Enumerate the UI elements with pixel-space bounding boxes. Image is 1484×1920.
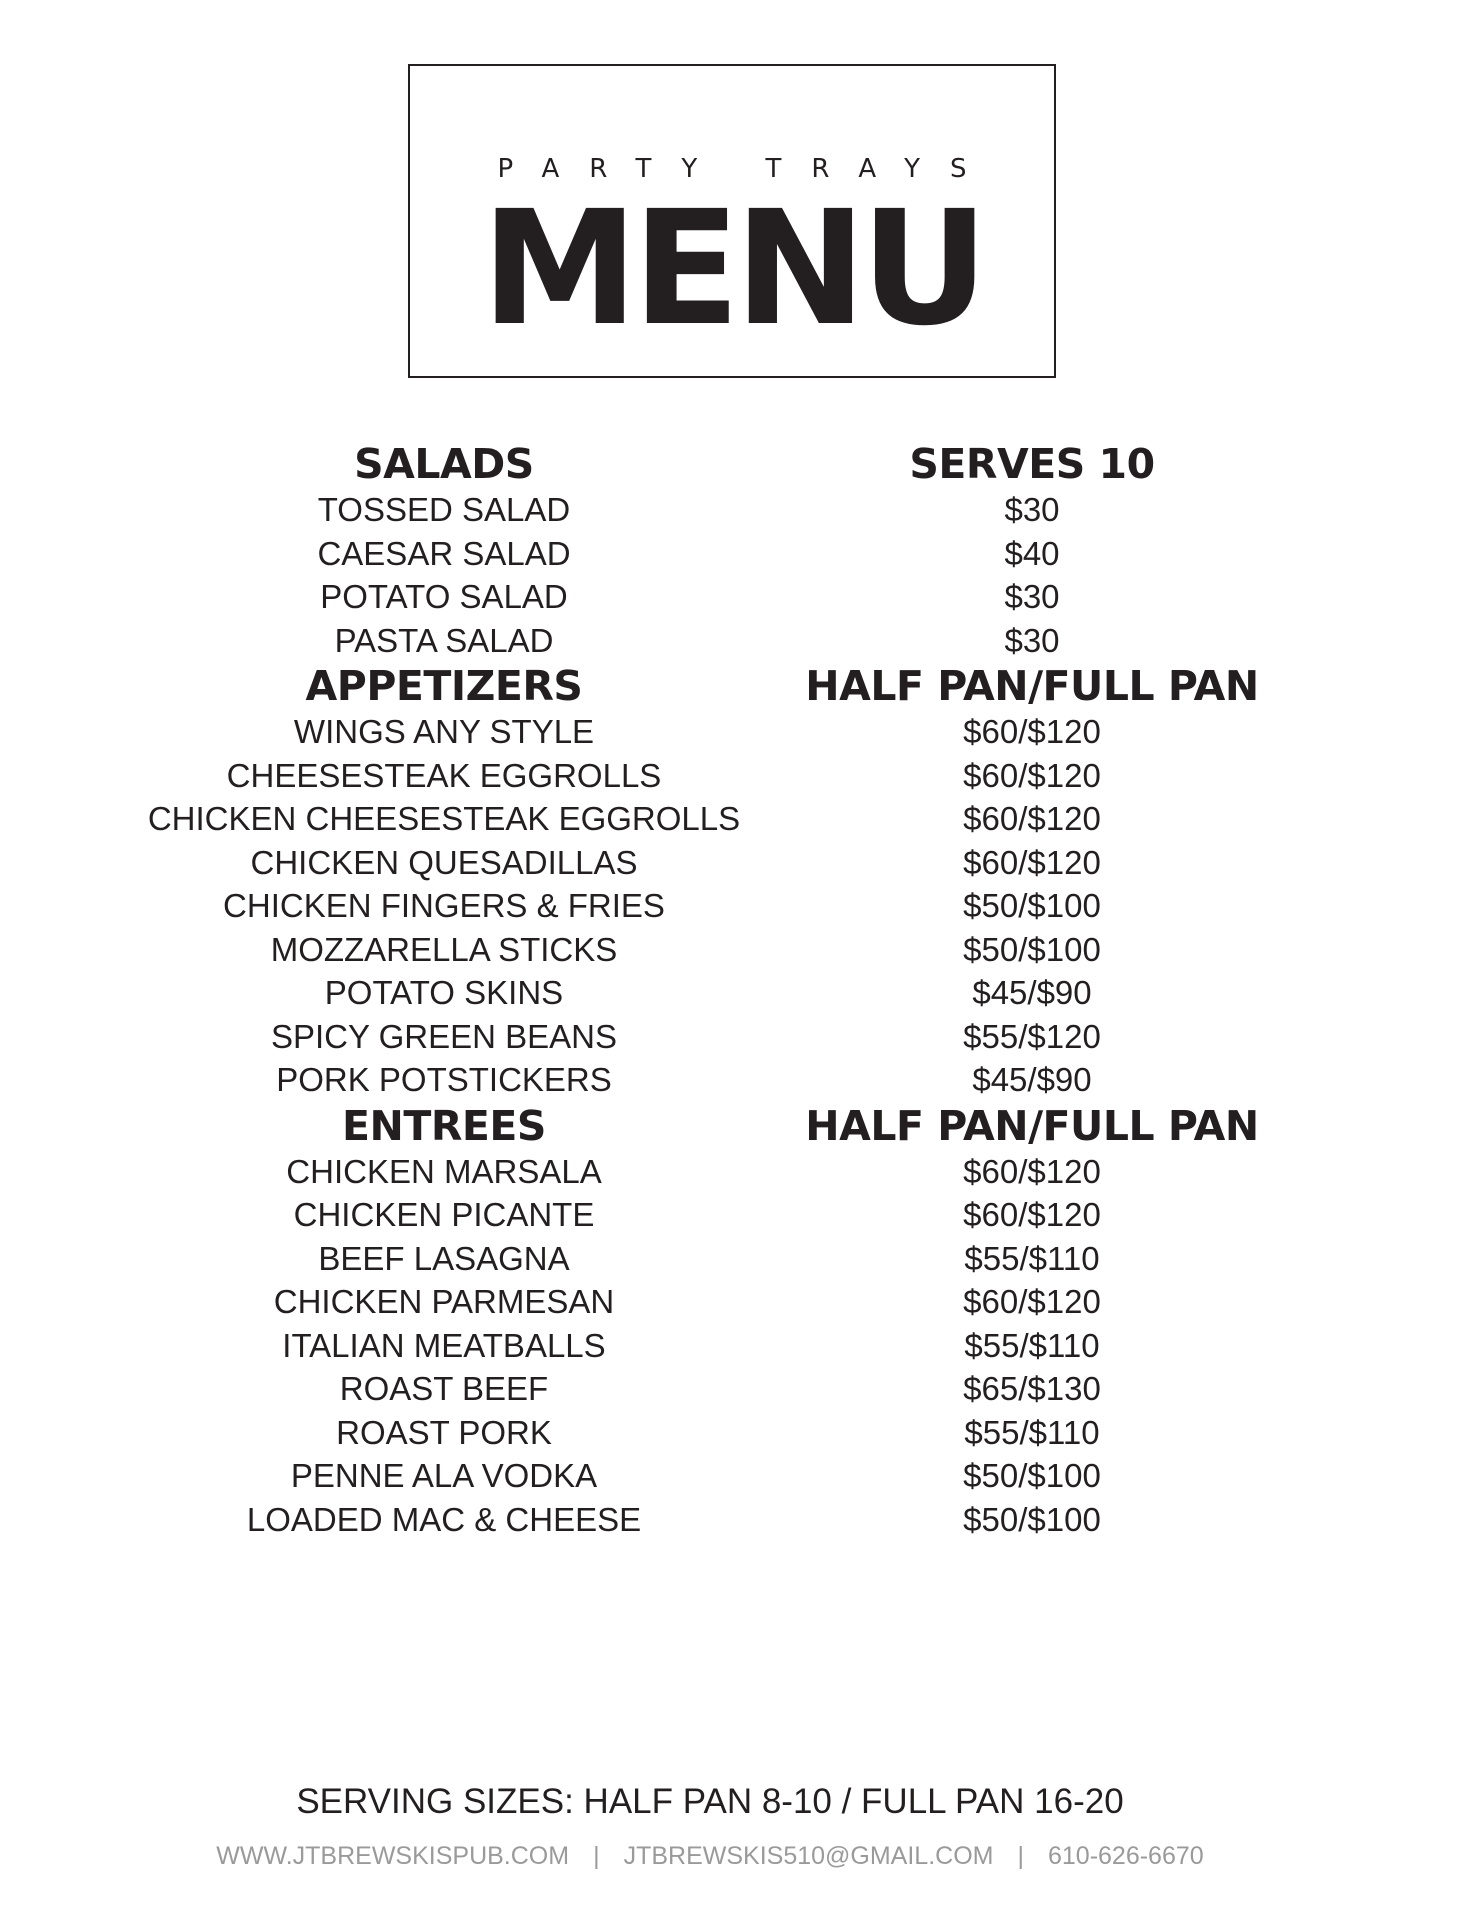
section-price-header: HALF PAN/FULL PAN <box>805 1101 1259 1150</box>
menu-item-price: $55/$110 <box>964 1413 1100 1451</box>
menu-item-row <box>0 754 1484 798</box>
menu-item-row <box>0 488 1484 532</box>
menu-item-price: $30 <box>1004 621 1060 659</box>
menu-item-row <box>0 1015 1484 1059</box>
menu-item-row <box>0 1150 1484 1194</box>
menu-item-price: $60/$120 <box>963 1283 1101 1320</box>
menu-item-row <box>0 1324 1484 1368</box>
menu-item-row <box>0 1237 1484 1281</box>
website-text: WWW.JTBREWSKISPUB.COM <box>216 1842 570 1870</box>
menu-item-price: $60/$120 <box>963 1196 1101 1233</box>
menu-item-name: WINGS ANY STYLE <box>293 713 595 750</box>
menu-item-price: $45/$90 <box>972 1061 1092 1098</box>
menu-item-name: CHEESESTEAK EGGROLLS <box>226 756 662 794</box>
menu-item-price: $40 <box>1004 534 1060 572</box>
menu-item-row <box>0 928 1484 972</box>
section-title: APPETIZERS <box>305 662 583 710</box>
menu-item-price: $45/$90 <box>972 974 1092 1011</box>
menu-item-price: $50/$100 <box>963 930 1101 968</box>
menu-item-name: PORK POTSTICKERS <box>276 1061 612 1098</box>
menu-item-name: CHICKEN MARSALA <box>286 1152 602 1190</box>
serving-sizes-note: SERVING SIZES: HALF PAN 8-10 / FULL PAN 16-20 <box>296 1782 1124 1821</box>
menu-item-name: ITALIAN MEATBALLS <box>282 1326 606 1364</box>
section-header-row <box>0 440 1484 488</box>
section-header-row <box>0 662 1484 710</box>
menu-item-row <box>0 1193 1484 1237</box>
menu-item-row <box>0 1367 1484 1411</box>
menu-item-name: CHICKEN PICANTE <box>293 1196 595 1233</box>
menu-item-price: $60/$120 <box>963 1152 1101 1190</box>
menu-item-name: CHICKEN CHEESESTEAK EGGROLLS <box>147 800 741 837</box>
menu-item-name: ROAST BEEF <box>339 1370 549 1407</box>
menu-item-row <box>0 575 1484 619</box>
section-header-row <box>0 1102 1484 1150</box>
menu-item-row <box>0 1454 1484 1498</box>
menu-item-name: CHICKEN PARMESAN <box>273 1283 615 1320</box>
menu-item-price: $55/$110 <box>964 1239 1100 1277</box>
menu-item-name: POTATO SALAD <box>320 578 568 615</box>
phone-text: 610-626-6670 <box>1047 1842 1204 1870</box>
menu-item-row <box>0 1411 1484 1455</box>
menu-item-price: $50/$100 <box>963 1457 1101 1494</box>
menu-item-row <box>0 1058 1484 1102</box>
section-title: SALADS <box>354 440 534 488</box>
footer-contact <box>0 1842 1420 1871</box>
menu-item-row <box>0 841 1484 885</box>
menu-item-price: $30 <box>1004 578 1060 615</box>
menu-item-row <box>0 1498 1484 1542</box>
menu-item-price: $60/$120 <box>963 756 1101 794</box>
menu-item-price: $55/$120 <box>963 1017 1101 1055</box>
menu-item-price: $60/$120 <box>963 843 1101 881</box>
menu-item-row <box>0 971 1484 1015</box>
menu-item-price: $60/$120 <box>963 713 1101 750</box>
menu-item-name: ROAST PORK <box>336 1413 552 1451</box>
menu-item-row <box>0 619 1484 663</box>
title-box <box>408 64 1056 378</box>
section-price-header: HALF PAN/FULL PAN <box>805 662 1259 710</box>
section-price-header: SERVES 10 <box>909 440 1155 488</box>
menu-item-price: $55/$110 <box>964 1326 1100 1364</box>
menu-item-name: CHICKEN FINGERS & FRIES <box>223 887 665 924</box>
menu-item-row <box>0 532 1484 576</box>
footer-separator: | <box>1017 1842 1024 1870</box>
menu-item-name: BEEF LASAGNA <box>318 1239 570 1277</box>
menu-item-price: $50/$100 <box>963 1500 1101 1538</box>
menu-item-price: $65/$130 <box>963 1370 1101 1407</box>
menu-item-row <box>0 797 1484 841</box>
menu-item-price: $30 <box>1004 491 1060 528</box>
section-title: ENTREES <box>342 1101 546 1150</box>
footer-separator: | <box>593 1842 600 1870</box>
menu-item-row <box>0 1280 1484 1324</box>
email-text: JTBREWSKIS510@GMAIL.COM <box>623 1842 994 1870</box>
menu-title: MENU <box>481 177 983 361</box>
menu-item-name: CHICKEN QUESADILLAS <box>250 843 638 881</box>
menu-item-name: TOSSED SALAD <box>317 491 571 528</box>
menu-item-name: LOADED MAC & CHEESE <box>246 1500 642 1538</box>
menu-subtitle: PARTY TRAYS <box>497 154 997 184</box>
menu-item-name: CAESAR SALAD <box>317 534 571 572</box>
menu-item-row <box>0 710 1484 754</box>
menu-item-name: MOZZARELLA STICKS <box>270 930 618 968</box>
menu-item-price: $50/$100 <box>963 887 1101 924</box>
menu-item-name: SPICY GREEN BEANS <box>270 1017 617 1055</box>
menu-item-name: POTATO SKINS <box>324 974 564 1011</box>
menu-table <box>0 440 1484 1541</box>
menu-item-row <box>0 884 1484 928</box>
menu-item-name: PASTA SALAD <box>334 621 554 659</box>
menu-item-name: PENNE ALA VODKA <box>290 1457 598 1494</box>
menu-item-price: $60/$120 <box>963 800 1101 837</box>
